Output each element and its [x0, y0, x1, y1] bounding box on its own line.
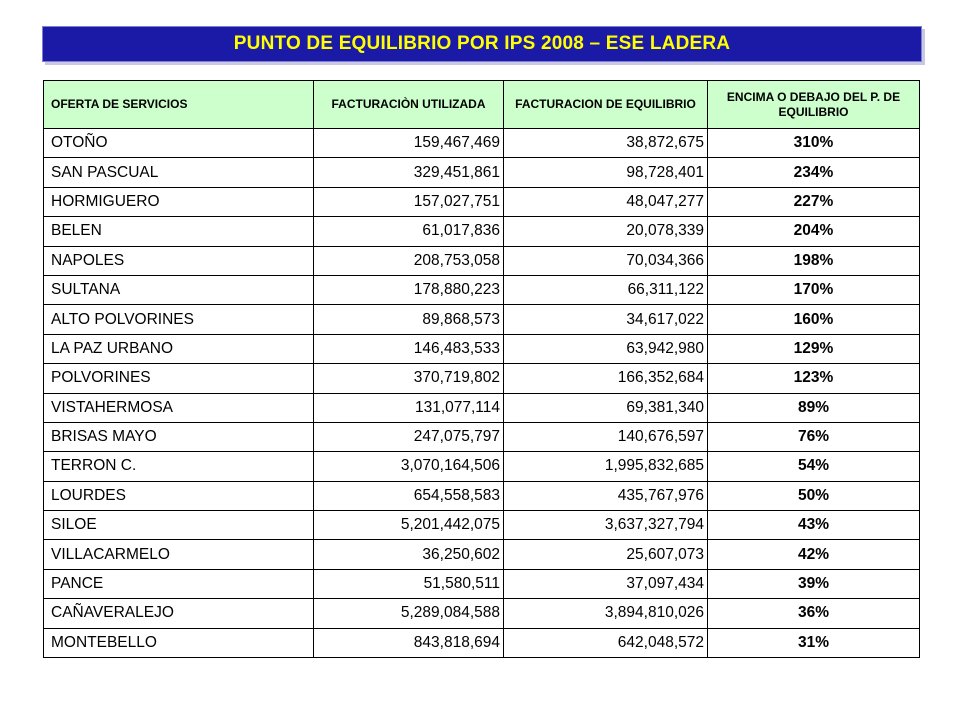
- page-title: PUNTO DE EQUILIBRIO POR IPS 2008 – ESE LADERA: [233, 33, 731, 54]
- cell-billing-used: 208,753,058: [314, 246, 504, 275]
- cell-service-name: TERRON C.: [44, 452, 314, 481]
- cell-percentage: 76%: [708, 422, 920, 451]
- table-row: [44, 334, 920, 363]
- cell-percentage: 198%: [708, 246, 920, 275]
- cell-service-name: BRISAS MAYO: [44, 422, 314, 451]
- cell-equilibrium-billing: 38,872,675: [504, 129, 708, 158]
- break-even-table: [43, 80, 920, 658]
- cell-service-name: POLVORINES: [44, 364, 314, 393]
- table-row: [44, 305, 920, 334]
- cell-billing-used: 843,818,694: [314, 628, 504, 657]
- cell-service-name: PANCE: [44, 569, 314, 598]
- cell-percentage: 31%: [708, 628, 920, 657]
- cell-service-name: VISTAHERMOSA: [44, 393, 314, 422]
- cell-service-name: ALTO POLVORINES: [44, 305, 314, 334]
- cell-billing-used: 159,467,469: [314, 129, 504, 158]
- cell-percentage: 310%: [708, 129, 920, 158]
- cell-equilibrium-billing: 98,728,401: [504, 158, 708, 187]
- cell-equilibrium-billing: 37,097,434: [504, 569, 708, 598]
- cell-equilibrium-billing: 66,311,122: [504, 275, 708, 304]
- cell-billing-used: 157,027,751: [314, 187, 504, 216]
- cell-equilibrium-billing: 70,034,366: [504, 246, 708, 275]
- cell-equilibrium-billing: 3,637,327,794: [504, 511, 708, 540]
- cell-billing-used: 89,868,573: [314, 305, 504, 334]
- cell-percentage: 43%: [708, 511, 920, 540]
- cell-equilibrium-billing: 20,078,339: [504, 217, 708, 246]
- cell-percentage: 36%: [708, 599, 920, 628]
- cell-billing-used: 654,558,583: [314, 481, 504, 510]
- cell-billing-used: 131,077,114: [314, 393, 504, 422]
- table-row: [44, 511, 920, 540]
- cell-percentage: 54%: [708, 452, 920, 481]
- cell-percentage: 129%: [708, 334, 920, 363]
- cell-billing-used: 178,880,223: [314, 275, 504, 304]
- table-row: [44, 158, 920, 187]
- cell-equilibrium-billing: 63,942,980: [504, 334, 708, 363]
- cell-percentage: 50%: [708, 481, 920, 510]
- cell-billing-used: 5,289,084,588: [314, 599, 504, 628]
- cell-service-name: LA PAZ URBANO: [44, 334, 314, 363]
- cell-equilibrium-billing: 69,381,340: [504, 393, 708, 422]
- cell-billing-used: 61,017,836: [314, 217, 504, 246]
- cell-service-name: OTOÑO: [44, 129, 314, 158]
- cell-equilibrium-billing: 25,607,073: [504, 540, 708, 569]
- table-row: [44, 393, 920, 422]
- cell-service-name: MONTEBELLO: [44, 628, 314, 657]
- cell-billing-used: 247,075,797: [314, 422, 504, 451]
- title-banner: [42, 26, 922, 62]
- table-row: [44, 187, 920, 216]
- header-billing-used: FACTURACIÒN UTILIZADA: [314, 81, 504, 129]
- cell-billing-used: 5,201,442,075: [314, 511, 504, 540]
- cell-equilibrium-billing: 34,617,022: [504, 305, 708, 334]
- cell-percentage: 170%: [708, 275, 920, 304]
- cell-service-name: BELEN: [44, 217, 314, 246]
- cell-billing-used: 146,483,533: [314, 334, 504, 363]
- cell-billing-used: 36,250,602: [314, 540, 504, 569]
- table-row: [44, 569, 920, 598]
- cell-equilibrium-billing: 642,048,572: [504, 628, 708, 657]
- table-row: [44, 599, 920, 628]
- table-body: [44, 129, 920, 658]
- cell-equilibrium-billing: 166,352,684: [504, 364, 708, 393]
- cell-equilibrium-billing: 1,995,832,685: [504, 452, 708, 481]
- table-header-row: [44, 81, 920, 129]
- header-equilibrium-billing: FACTURACION DE EQUILIBRIO: [504, 81, 708, 129]
- cell-equilibrium-billing: 48,047,277: [504, 187, 708, 216]
- table-row: [44, 452, 920, 481]
- table-row: [44, 628, 920, 657]
- header-above-below-equilibrium: ENCIMA O DEBAJO DEL P. DE EQUILIBRIO: [708, 81, 920, 129]
- cell-percentage: 227%: [708, 187, 920, 216]
- table-row: [44, 364, 920, 393]
- cell-billing-used: 329,451,861: [314, 158, 504, 187]
- table-row: [44, 540, 920, 569]
- header-service-offer: OFERTA DE SERVICIOS: [44, 81, 314, 129]
- cell-billing-used: 3,070,164,506: [314, 452, 504, 481]
- cell-equilibrium-billing: 3,894,810,026: [504, 599, 708, 628]
- table-row: [44, 422, 920, 451]
- cell-percentage: 39%: [708, 569, 920, 598]
- cell-service-name: CAÑAVERALEJO: [44, 599, 314, 628]
- cell-service-name: SILOE: [44, 511, 314, 540]
- cell-billing-used: 51,580,511: [314, 569, 504, 598]
- cell-percentage: 42%: [708, 540, 920, 569]
- table-row: [44, 481, 920, 510]
- table-row: [44, 275, 920, 304]
- cell-percentage: 123%: [708, 364, 920, 393]
- cell-equilibrium-billing: 435,767,976: [504, 481, 708, 510]
- cell-service-name: SULTANA: [44, 275, 314, 304]
- table-row: [44, 217, 920, 246]
- cell-equilibrium-billing: 140,676,597: [504, 422, 708, 451]
- cell-service-name: NAPOLES: [44, 246, 314, 275]
- cell-percentage: 89%: [708, 393, 920, 422]
- cell-percentage: 204%: [708, 217, 920, 246]
- cell-service-name: HORMIGUERO: [44, 187, 314, 216]
- cell-billing-used: 370,719,802: [314, 364, 504, 393]
- cell-percentage: 160%: [708, 305, 920, 334]
- cell-service-name: LOURDES: [44, 481, 314, 510]
- table-row: [44, 129, 920, 158]
- table-row: [44, 246, 920, 275]
- cell-service-name: VILLACARMELO: [44, 540, 314, 569]
- cell-service-name: SAN PASCUAL: [44, 158, 314, 187]
- cell-percentage: 234%: [708, 158, 920, 187]
